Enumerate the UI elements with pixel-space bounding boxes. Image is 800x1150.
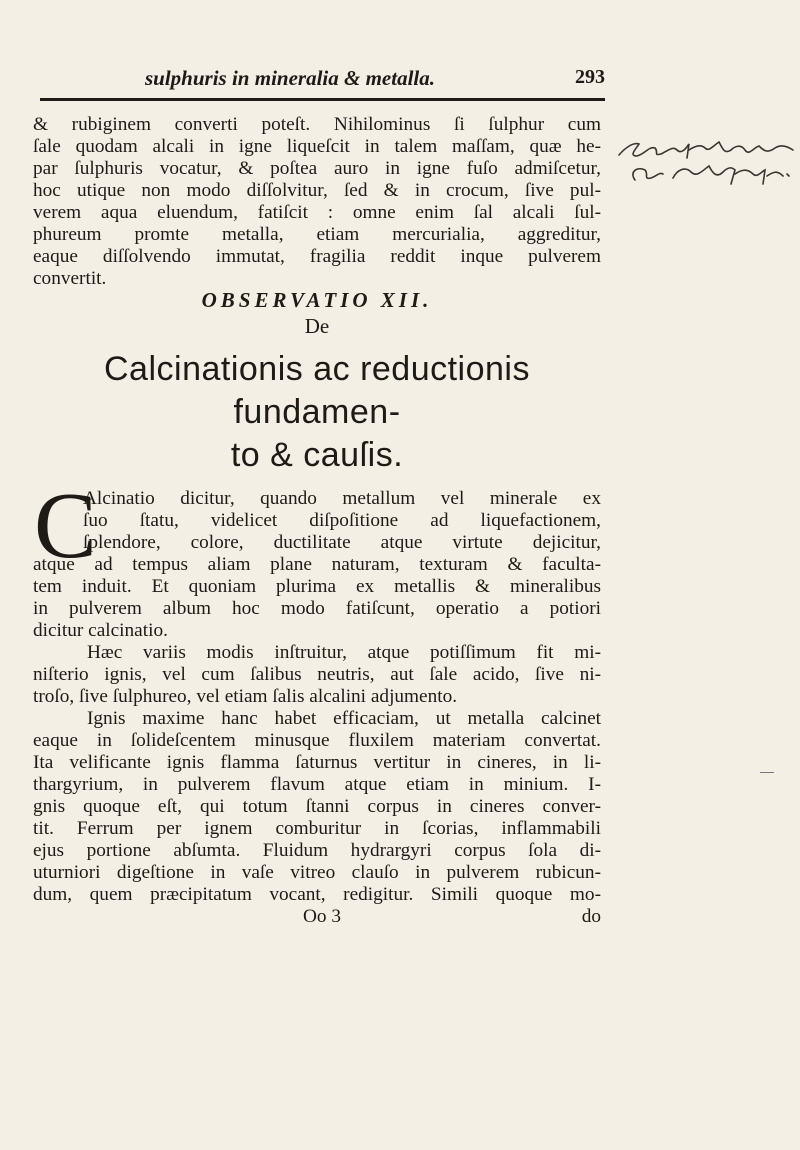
observation-preposition: De: [304, 314, 330, 338]
text-line: hoc utique non modo diſſolvitur, ſed & in crocum, ſive pul-: [33, 180, 601, 201]
text-line: uturniori digeſtione in vaſe vitreo clauſo in pulverem rubicun-: [33, 862, 601, 883]
margin-dash: [760, 772, 774, 773]
text-line: troſo, ſive ſulphureo, vel etiam ſalis alcalini adjumento.: [33, 686, 458, 707]
text-line: tit. Ferrum per ignem comburitur in ſcorias, inflammabili: [33, 818, 601, 839]
observation-title-line: Calcinationis ac reductionis fundamen-: [104, 350, 530, 431]
calcination-paragraphs: [33, 474, 601, 928]
catchword: do: [581, 906, 601, 927]
handwritten-margin-note: [615, 120, 800, 190]
text-line: verem aqua eluendum, fatiſcit : omne enim ſal alcali ſul-: [33, 202, 601, 223]
observation-number: OBSERVATIO XII.: [201, 288, 433, 312]
header-rule: [40, 98, 605, 101]
text-line: gnis quoque eſt, qui totum ſtanni corpus in cineres conver-: [33, 796, 601, 817]
page-number: 293: [575, 66, 605, 88]
running-title: sulphuris in mineralia & metalla.: [145, 66, 435, 90]
text-line: niſterio ignis, vel cum ſalibus neutris, aut ſale acido, ſive ni-: [33, 664, 601, 685]
signature-mark: Oo 3: [303, 906, 342, 927]
drop-cap: C: [34, 474, 97, 578]
text-line: convertit.: [33, 268, 107, 289]
text-line: in pulverem album hoc modo fatiſcunt, operatio a potiori: [33, 598, 601, 619]
text-line: Ita velificante ignis flamma ſaturnus vertitur in cineres, in li-: [33, 752, 601, 773]
page-footer-line: [33, 906, 601, 928]
text-line: eaque in ſolideſcentem minusque fluxilem materiam convertat.: [33, 730, 601, 751]
text-line: Alcinatio dicitur, quando metallum vel minerale ex: [83, 488, 601, 509]
text-line: thargyrium, in pulverem flavum atque etiam in minium. I-: [33, 774, 601, 795]
text-line: ſuo ſtatu, videlicet diſpoſitione ad liquefactionem,: [83, 510, 601, 531]
text-line: ſale quodam alcali in igne liqueſcit in talem maſſam, quæ he-: [33, 136, 601, 157]
text-line: dicitur calcinatio.: [33, 620, 168, 641]
intro-paragraph: [33, 114, 601, 290]
text-line: dum, quem præcipitatum vocant, redigitur. Simili quoque mo-: [33, 884, 601, 905]
text-line: par ſulphuris vocatur, & poſtea auro in igne fuſo admiſcetur,: [33, 158, 601, 179]
text-line: tem induit. Et quoniam plurima ex metallis & mineralibus: [33, 576, 601, 597]
text-line: & rubiginem converti poteſt. Nihilominus ſi ſulphur cum: [33, 114, 601, 135]
observation-title: [33, 348, 601, 477]
text-line: eaque diſſolvendo immutat, fragilia reddit inque pulverem: [33, 246, 601, 267]
handwriting-icon: [615, 120, 800, 190]
text-line: phureum promte metalla, etiam mercurialia, aggreditur,: [33, 224, 601, 245]
running-head: [145, 66, 605, 96]
text-line: atque ad tempus aliam plane naturam, texturam & faculta-: [33, 554, 601, 575]
text-line: ejus portione abſumta. Fluidum hydrargyri corpus ſola di-: [33, 840, 601, 861]
text-line: ſplendore, colore, ductilitate atque virtute dejicitur,: [83, 532, 601, 553]
text-line: Ignis maxime hanc habet efficaciam, ut metalla calcinet: [87, 708, 601, 729]
observation-title-line: to & cauſis.: [230, 436, 404, 474]
text-line: Hæc variis modis inſtruitur, atque potiſſimum fit mi-: [87, 642, 601, 663]
